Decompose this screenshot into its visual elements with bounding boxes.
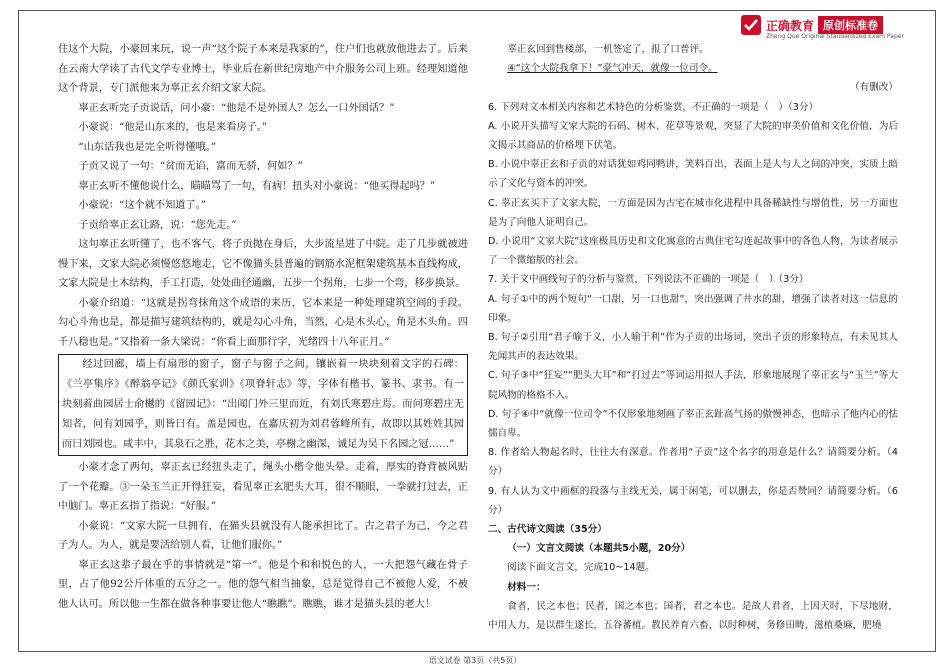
right-column xyxy=(488,40,898,635)
question-7: 7. 关于文中画线句子的分析与鉴赏，下列说法不正确的一项是（ ）（3分） xyxy=(488,274,809,286)
paragraph: 辜正玄回到售楼部，一机签定了，报了口普评。 xyxy=(507,44,709,55)
material-label: 材料一： xyxy=(507,581,546,593)
paragraph: 小豪说：“文家大院一旦拥有，在猫头县就没有人能承担比了。古之君子为己，今之君子为人。为人，就是要活给别人看，让他们服你。” xyxy=(58,520,468,551)
option-6b: B. 小说中辜正玄和子贡的对话犹如鸡同鸭讲，笑料百出，表面上是人与人之间的冲突，实质上暗示了文化与资本的冲突。 xyxy=(488,159,898,190)
paragraph: 辜正玄听完子贡说话，问小豪：“他是不是外国人？怎么一口外国话？” xyxy=(78,102,395,114)
paragraph: 这句辜正玄听懂了，也不客气，将子贡抛在身后，大步流星进了中院。走了几步就被进慢下来，文家大院必须慢悠悠地走，它不像猫头县普遍的钢筋水泥框架建筑基本直线构成，文家大院是土木结构，手工打造，处处曲径通幽，五步一个拐角，七步一个弯，移步换景。 xyxy=(58,239,468,289)
paragraph: 小豪说：“这个就不知道了。” xyxy=(78,200,206,211)
paragraph: 辜正玄这辈子最在乎的事情就是“第一”。他是个和和悦色的人，一大把怨气藏在骨子里，占了他92公斤体重的五分之一。他的怨气相当抽象，总是觉得自己不被他人爱，不被他人认可。所以他一生都在做各种事要让他人“瞧瞧”。瞧瞧，谁才是猫头县的老大！ xyxy=(58,559,468,610)
page-footer: 语文试卷 第3页（共5页） xyxy=(428,656,522,665)
logo-brand: 正确教育 xyxy=(766,18,815,33)
option-7a: A. 句子①中的两个短句“一口甜，另一口也甜”，突出强调了井水的甜，增强了读者对这一信息的印象。 xyxy=(488,293,898,324)
option-7d: D. 句子④中“就像一位司令”不仅形象地刻画了辜正玄趾高气扬的傲慢神态，也暗示了他内心的怯懦自卑。 xyxy=(488,408,898,440)
boxed-paragraph: 经过回廊，墙上有扇形的窗子，窗子与窗子之间，镶嵌着一块块刻着文字的石碑：《兰亭集序》《醉翁亭记》《颜氏家训》《项脊轩志》等，字体有楷书、篆书、隶书。有一块刻着曲园居士俞樾的《留园记》：“出闻门外三里而近，有刘氏寒碧庄焉。而问寒碧庄无知者，问有刘园乎，则皆曰有。盖是园也，在嘉庆初为刘君蓉峰所有，故即以其姓姓其园而曰刘园也。咸丰中，其泉石之胜，花木之美，亭榭之幽深，诚足为吴下名园之冠……” xyxy=(58,354,468,456)
paragraph: 小豪才念了两句，辜正玄已经扭头走了，绳头小楷令他头晕。走着，厚实的脊背被风贴了一个花瓣。③一朵玉兰正开得狂妄，看见辜正玄肥头大耳，很不顺眼，一拳就打过去，正中脑门。辜正玄指了指说：“好服。” xyxy=(58,462,468,512)
paragraph: 子贡给辜正玄让路，说：“您先走。” xyxy=(78,219,237,231)
material-text: 食者，民之本也；民者，国之本也；国者，君之本也。是故人君者，上因天时，下尽地财，中用人力，是以群生遂长，五谷蕃植。教民养育六畜，以时种树，务修田畴，滋植桑麻，肥墝 xyxy=(488,600,898,632)
option-6c: C. 辜正玄买下了文家大院，一方面是因为古宅在城市化进程中具备稀缺性与增值性，另一方面也是为了向他人证明自己。 xyxy=(488,197,898,228)
logo-subtitle: Zheng Que Original Standardized Exam Paper xyxy=(766,33,904,40)
paragraph: “山东话我也是完全听得懂哦。” xyxy=(78,141,217,153)
instruction: 阅读下面文言文，完成10~14题。 xyxy=(507,562,655,574)
option-6d: D. 小说用“文家大院”这座极具历史和文化寓意的古典住宅勾连起故事中的各色人物，为读者展示了一个微缩版的社会。 xyxy=(488,236,898,267)
underlined-sentence: ④“这个大院我拿下！”豪气冲天，就像一位司令。 xyxy=(507,63,718,75)
question-9: 9. 有人认为文中画框的段落与主线无关，属于闲笔，可以删去，你是否赞同？请简要分析。（6分） xyxy=(488,485,898,516)
subsection-heading: （一）文言文阅读（本题共5小题，20分） xyxy=(507,543,691,555)
paragraph: 小豪介绍道：“这就是拐弯抹角这个成语的来历，它本来是一种处理建筑空间的手段。勾心斗角也是，都是描写建筑结构的，就是勾心斗角，当然，心是木头心，角是木头角。四千八稳也是。”又指着一条大梁说：“你看上面那行字，光绪四十八年正月。” xyxy=(58,297,468,348)
check-icon xyxy=(740,14,762,36)
section-heading: 二、古代诗文阅读（35分） xyxy=(488,524,607,536)
option-6a: A. 小说开头描写文家大院的石码、树木、花草等景观，突显了大院的审美价值和文化价值，为后文揭示其商品的价格埋下伏笔。 xyxy=(488,120,898,152)
paragraph: 辜正玄听不懂他说什么，瞄瞄骂了一句，有病！扭头对小豪说：“他买得起吗？” xyxy=(78,180,436,192)
paragraph: 小豪说：“他是山东来的，也是来看房子。” xyxy=(78,122,268,133)
logo-badge: 原创标准卷 xyxy=(818,16,883,34)
source-note: （有删改） xyxy=(850,82,898,94)
option-7b: B. 句子②引用“君子喻于义，小人喻于利”作为子贡的出场词，突出子贡的形象特点，有未见其人先闻其声的表达效果。 xyxy=(488,332,898,363)
paragraph: 子贡又说了一句：“贫而无谄，富而无骄，何如？” xyxy=(78,161,303,172)
left-column xyxy=(58,40,468,614)
question-6: 6. 下列对文本相关内容和艺术特色的分析鉴赏，不正确的一项是（ ）（3分） xyxy=(488,101,819,113)
paragraph: 住这个大院，小豪回来玩，说一声“这个院子本来是我家的”，住户们也就放他进去了。后来在云南大学读了古代文学专业博士，毕业后在新世纪房地产中介服务公司上班。经理知道他这个背景，专门派他来为辜正玄介绍文家大院。 xyxy=(58,44,468,94)
question-8: 8. 作者给人物起名时，往往大有深意。作者用“子贡”这个名字的用意是什么？请简要分析。（4分） xyxy=(488,447,898,478)
option-7c: C. 句子③中“狂妄”“肥头大耳”和“打过去”等词运用拟人手法，形象地展现了辜正玄与“玉兰”等大院风物的格格不入。 xyxy=(488,370,898,401)
